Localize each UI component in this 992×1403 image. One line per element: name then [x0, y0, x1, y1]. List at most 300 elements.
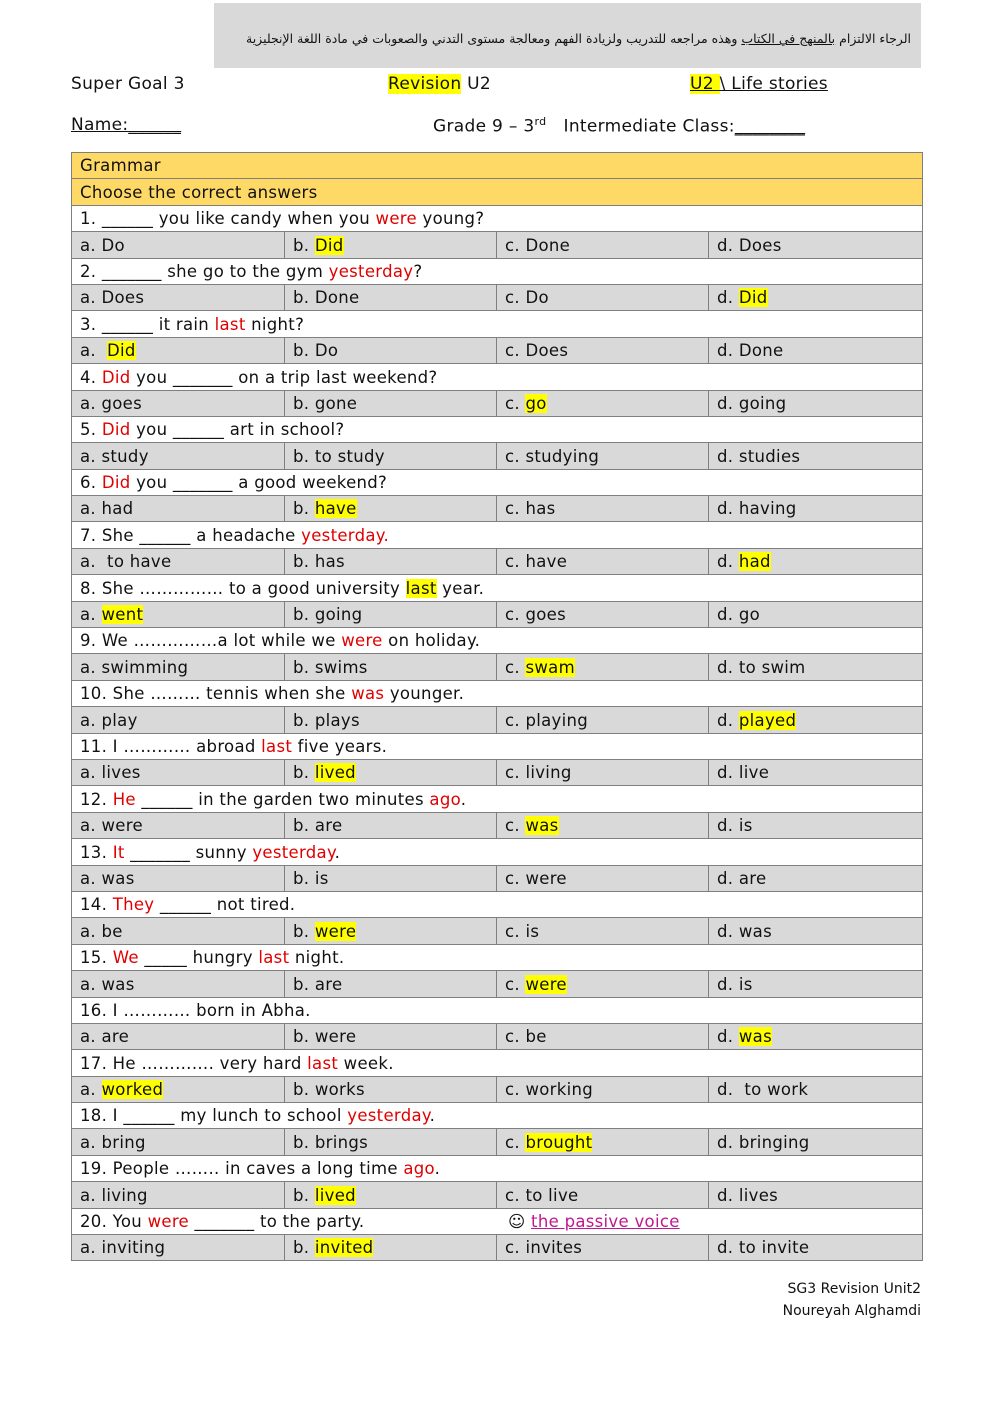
question-2-text: yesterday — [328, 261, 414, 281]
option-3-a-text: a. — [80, 341, 108, 361]
options-row-17 — [72, 1076, 923, 1102]
option-9-d[interactable] — [709, 654, 923, 680]
revision-highlight: Revision — [388, 74, 462, 94]
question-18 — [72, 1103, 923, 1129]
option-17-a-text: a. — [80, 1080, 102, 1100]
revision-unit: U2 — [461, 74, 492, 94]
options-row-19 — [72, 1182, 923, 1208]
option-10-d-text: played — [738, 710, 797, 730]
option-4-b-text: b. gone — [293, 393, 358, 413]
option-12-d[interactable] — [709, 812, 923, 838]
option-2-b-text: b. Done — [293, 288, 360, 308]
option-10-a-text: a. play — [80, 710, 138, 730]
option-11-c[interactable] — [497, 759, 709, 785]
option-3-d[interactable] — [709, 337, 923, 363]
option-12-c-text: was — [525, 816, 559, 836]
option-4-c-text: c. — [505, 393, 526, 413]
option-17-a-text: worked — [101, 1080, 164, 1100]
question-18-text: . — [429, 1106, 436, 1126]
option-4-d[interactable] — [709, 390, 923, 416]
grade-sup: rd — [534, 115, 547, 128]
option-8-d-text: d. go — [717, 605, 761, 625]
option-15-c-text: were — [525, 974, 567, 994]
smiley-icon: ☺ — [508, 1212, 532, 1232]
option-11-d[interactable] — [709, 759, 923, 785]
option-2-c[interactable] — [497, 284, 709, 310]
option-11-b[interactable] — [285, 759, 497, 785]
question-15-text: 15. — [80, 948, 113, 968]
options-row-12 — [72, 812, 923, 838]
question-17-text: week. — [338, 1053, 394, 1073]
question-19-text: . — [434, 1159, 441, 1179]
option-6-c[interactable] — [497, 496, 709, 522]
option-20-d[interactable] — [709, 1235, 923, 1261]
option-6-d[interactable] — [709, 496, 923, 522]
option-19-c-text: c. to live — [505, 1185, 579, 1205]
question-12-text: ______ in the garden two minutes — [135, 789, 430, 809]
name-label: Name: — [71, 115, 129, 135]
question-17-text: last — [307, 1053, 339, 1073]
option-7-c[interactable] — [497, 548, 709, 574]
option-13-c[interactable] — [497, 865, 709, 891]
option-11-a[interactable] — [72, 759, 285, 785]
unit-name: \ Life stories — [719, 74, 828, 94]
question-2-text: ? — [413, 261, 423, 281]
option-8-d[interactable] — [709, 601, 923, 627]
questions-table — [71, 152, 923, 1261]
option-9-b[interactable] — [285, 654, 497, 680]
grade-text: Grade 9 – 3 — [433, 116, 535, 137]
option-14-b-text: were — [314, 921, 357, 941]
option-17-d[interactable] — [709, 1076, 923, 1102]
options-row-13 — [72, 865, 923, 891]
question-row-11 — [72, 733, 923, 759]
option-16-a[interactable] — [72, 1023, 285, 1049]
question-row-4 — [72, 364, 923, 390]
section-title: Grammar — [72, 153, 923, 179]
question-1-text: young? — [416, 209, 485, 229]
option-6-b-text: b. — [293, 499, 315, 519]
option-18-b-text: b. brings — [293, 1132, 369, 1152]
question-20 — [72, 1208, 923, 1234]
option-4-c-text: go — [525, 393, 547, 413]
option-4-b[interactable] — [285, 390, 497, 416]
footer-author: Noureyah Alghamdi — [782, 1303, 921, 1319]
question-14-text: They — [112, 895, 155, 915]
option-15-d[interactable] — [709, 971, 923, 997]
option-13-a[interactable] — [72, 865, 285, 891]
question-6-text: you _______ a good weekend? — [130, 473, 388, 493]
options-row-18 — [72, 1129, 923, 1155]
options-row-20 — [72, 1235, 923, 1261]
question-9-text: on holiday. — [382, 631, 481, 651]
option-15-c-text: c. — [505, 974, 526, 994]
question-7 — [72, 522, 923, 548]
option-13-b[interactable] — [285, 865, 497, 891]
option-20-b[interactable] — [285, 1235, 497, 1261]
option-17-d-text: d. to work — [717, 1080, 809, 1100]
option-12-c[interactable] — [497, 812, 709, 838]
question-14 — [72, 891, 923, 917]
class-label: Intermediate Class: — [546, 116, 735, 137]
question-13-text: yesterday — [252, 842, 335, 862]
option-16-a-text: a. are — [80, 1027, 130, 1047]
question-12-text: . — [460, 789, 467, 809]
option-17-c[interactable] — [497, 1076, 709, 1102]
option-3-b[interactable] — [285, 337, 497, 363]
option-12-c-text: c. — [505, 816, 526, 836]
option-10-d-text: d. — [717, 710, 739, 730]
option-9-a-text: a. swimming — [80, 657, 189, 677]
passive-voice-note — [508, 1210, 680, 1234]
option-10-c-text: c. playing — [505, 710, 589, 730]
question-15-text: _____ hungry — [138, 948, 259, 968]
question-12-text: He — [112, 789, 136, 809]
option-4-c[interactable] — [497, 390, 709, 416]
option-7-a[interactable] — [72, 548, 285, 574]
option-8-a[interactable] — [72, 601, 285, 627]
option-15-a[interactable] — [72, 971, 285, 997]
question-5-text: you ______ art in school? — [130, 420, 345, 440]
option-1-c[interactable] — [497, 232, 709, 258]
question-8-text: last — [405, 578, 437, 598]
option-14-b[interactable] — [285, 918, 497, 944]
option-20-c-text: c. invites — [505, 1238, 583, 1258]
option-13-d[interactable] — [709, 865, 923, 891]
option-3-a[interactable] — [72, 337, 285, 363]
option-3-b-text: b. Do — [293, 341, 339, 361]
options-row-4 — [72, 390, 923, 416]
option-9-c-text: c. — [505, 657, 526, 677]
option-13-a-text: a. was — [80, 868, 135, 888]
question-10 — [72, 680, 923, 706]
option-7-b[interactable] — [285, 548, 497, 574]
option-12-a-text: a. were — [80, 816, 143, 836]
revision-label — [388, 74, 491, 94]
option-8-a-text: went — [101, 605, 144, 625]
question-13-text: 13. — [80, 842, 113, 862]
question-14-text: 14. — [80, 895, 113, 915]
option-2-b[interactable] — [285, 284, 497, 310]
question-1-text: 1. ______ you like candy when you — [80, 209, 376, 229]
question-row-17 — [72, 1050, 923, 1076]
option-5-d[interactable] — [709, 443, 923, 469]
option-16-b[interactable] — [285, 1023, 497, 1049]
question-19 — [72, 1155, 923, 1181]
option-3-a-text: Did — [107, 341, 136, 361]
question-15-text: last — [258, 948, 290, 968]
option-8-b-text: b. going — [293, 605, 363, 625]
option-6-d-text: d. having — [717, 499, 797, 519]
option-12-a[interactable] — [72, 812, 285, 838]
option-17-c-text: c. working — [505, 1080, 594, 1100]
option-13-d-text: d. are — [717, 868, 767, 888]
option-20-b-text: b. — [293, 1238, 315, 1258]
option-20-d-text: d. to invite — [717, 1238, 810, 1258]
question-row-2 — [72, 258, 923, 284]
question-19-text: 19. People …….. in caves a long time — [80, 1159, 404, 1179]
option-8-c-text: c. goes — [505, 605, 566, 625]
question-2-text: 2. _______ she go to the gym — [80, 261, 329, 281]
option-14-c-text: c. is — [505, 921, 540, 941]
question-7-text: yesterday. — [301, 525, 390, 545]
option-19-c[interactable] — [497, 1182, 709, 1208]
option-20-a[interactable] — [72, 1235, 285, 1261]
question-3-text: night? — [245, 314, 305, 334]
question-8 — [72, 575, 923, 601]
question-row-18 — [72, 1103, 923, 1129]
options-row-1 — [72, 232, 923, 258]
option-1-a[interactable] — [72, 232, 285, 258]
option-6-a-text: a. had — [80, 499, 134, 519]
option-19-b[interactable] — [285, 1182, 497, 1208]
question-12 — [72, 786, 923, 812]
question-11-text: 11. I ………… abroad — [80, 736, 262, 756]
options-row-15 — [72, 971, 923, 997]
question-10-text: was — [351, 684, 385, 704]
options-row-7 — [72, 548, 923, 574]
option-18-c-text: c. — [505, 1132, 526, 1152]
question-row-9 — [72, 628, 923, 654]
option-18-c-text: brought — [525, 1132, 593, 1152]
option-13-c-text: c. were — [505, 868, 567, 888]
book-title: Super Goal 3 — [71, 74, 185, 94]
option-10-c[interactable] — [497, 707, 709, 733]
option-17-a[interactable] — [72, 1076, 285, 1102]
options-row-9 — [72, 654, 923, 680]
question-4 — [72, 364, 923, 390]
option-16-d[interactable] — [709, 1023, 923, 1049]
option-10-b[interactable] — [285, 707, 497, 733]
instruction: Choose the correct answers — [72, 179, 923, 205]
option-12-b[interactable] — [285, 812, 497, 838]
question-11-text: five years. — [292, 736, 388, 756]
option-7-d-text: d. — [717, 552, 739, 572]
question-row-14 — [72, 891, 923, 917]
option-16-d-text: was — [738, 1027, 772, 1047]
option-7-d-text: had — [738, 552, 771, 572]
option-2-d-text: d. — [717, 288, 739, 308]
grade-class — [433, 115, 805, 137]
option-18-a-text: a. bring — [80, 1132, 146, 1152]
option-4-a-text: a. goes — [80, 393, 143, 413]
question-row-7 — [72, 522, 923, 548]
question-14-text: ______ not tired. — [154, 895, 296, 915]
option-15-d-text: d. is — [717, 974, 753, 994]
option-20-c[interactable] — [497, 1235, 709, 1261]
option-16-b-text: b. were — [293, 1027, 357, 1047]
option-7-b-text: b. has — [293, 552, 345, 572]
option-3-d-text: d. Done — [717, 341, 784, 361]
question-18-text: yesterday — [347, 1106, 430, 1126]
banner-text-3: وهذه مراجعه للتدريب ولزيادة الفهم ومعالجة مستوى التدني والصعوبات في مادة اللغة الإنجليزية — [246, 31, 742, 46]
option-12-d-text: d. is — [717, 816, 753, 836]
question-6-text: Did — [101, 473, 131, 493]
question-4-text: 4. — [80, 367, 102, 387]
option-7-a-text: a. to have — [80, 552, 172, 572]
option-5-b[interactable] — [285, 443, 497, 469]
option-14-d[interactable] — [709, 918, 923, 944]
question-row-8 — [72, 575, 923, 601]
question-2 — [72, 258, 923, 284]
class-blank: ________ — [734, 116, 806, 137]
question-row-1 — [72, 205, 923, 231]
option-15-b[interactable] — [285, 971, 497, 997]
question-12-text: ago — [429, 789, 461, 809]
question-12-text: 12. — [80, 789, 113, 809]
option-17-b[interactable] — [285, 1076, 497, 1102]
question-11-text: last — [261, 736, 293, 756]
question-row-3 — [72, 311, 923, 337]
option-19-a-text: a. living — [80, 1185, 148, 1205]
question-row-16 — [72, 997, 923, 1023]
option-18-a[interactable] — [72, 1129, 285, 1155]
option-9-a[interactable] — [72, 654, 285, 680]
question-row-12 — [72, 786, 923, 812]
option-1-b-text: b. — [293, 235, 315, 255]
option-10-a[interactable] — [72, 707, 285, 733]
option-14-a-text: a. be — [80, 921, 123, 941]
option-2-a-text: a. Does — [80, 288, 145, 308]
option-1-c-text: c. Done — [505, 235, 571, 255]
option-16-c-text: c. be — [505, 1027, 547, 1047]
option-5-a-text: a. study — [80, 446, 149, 466]
options-row-10 — [72, 707, 923, 733]
option-9-c[interactable] — [497, 654, 709, 680]
question-4-text: Did — [101, 367, 131, 387]
question-10-text: younger. — [384, 684, 465, 704]
option-5-a[interactable] — [72, 443, 285, 469]
option-2-d-text: Did — [738, 288, 768, 308]
option-2-c-text: c. Do — [505, 288, 549, 308]
question-3-text: last — [214, 314, 246, 334]
question-13-text: . — [334, 842, 341, 862]
option-8-a-text: a. — [80, 605, 102, 625]
option-17-b-text: b. works — [293, 1080, 365, 1100]
option-9-b-text: b. swims — [293, 657, 368, 677]
options-row-16 — [72, 1023, 923, 1049]
option-19-a[interactable] — [72, 1182, 285, 1208]
option-19-d-text: d. lives — [717, 1185, 779, 1205]
option-5-c[interactable] — [497, 443, 709, 469]
option-11-d-text: d. live — [717, 763, 770, 783]
option-7-d[interactable] — [709, 548, 923, 574]
question-6 — [72, 469, 923, 495]
option-14-d-text: d. was — [717, 921, 772, 941]
question-13-text: It — [112, 842, 125, 862]
question-row-19 — [72, 1155, 923, 1181]
option-9-c-text: swam — [525, 657, 575, 677]
question-16-text: 16. I ………… born in Abha. — [80, 1000, 311, 1020]
name-field — [71, 115, 181, 135]
option-3-c[interactable] — [497, 337, 709, 363]
option-14-b-text: b. — [293, 921, 315, 941]
option-4-a[interactable] — [72, 390, 285, 416]
option-15-b-text: b. are — [293, 974, 343, 994]
question-5-text: Did — [101, 420, 131, 440]
question-17-text: 17. He …………. very hard — [80, 1053, 308, 1073]
banner-text-2: بالمنهج في الكتاب — [741, 31, 836, 46]
question-9-text: were — [341, 631, 383, 651]
question-16 — [72, 997, 923, 1023]
question-20-text: 20. You — [80, 1212, 148, 1232]
arabic-banner — [214, 3, 921, 68]
unit-tag: U2 — [690, 74, 720, 94]
question-17 — [72, 1050, 923, 1076]
name-blank: ______ — [128, 115, 182, 135]
option-5-d-text: d. studies — [717, 446, 801, 466]
unit-title — [690, 74, 828, 94]
option-11-b-text: b. — [293, 763, 315, 783]
question-1-text: were — [375, 209, 417, 229]
option-18-d-text: d. bringing — [717, 1132, 810, 1152]
option-11-c-text: c. living — [505, 763, 572, 783]
options-row-11 — [72, 759, 923, 785]
question-15-text: night. — [289, 948, 345, 968]
option-2-d[interactable] — [709, 284, 923, 310]
option-12-b-text: b. are — [293, 816, 343, 836]
options-row-6 — [72, 496, 923, 522]
option-15-c[interactable] — [497, 971, 709, 997]
question-row-20 — [72, 1208, 923, 1234]
question-15 — [72, 944, 923, 970]
option-20-a-text: a. inviting — [80, 1238, 166, 1258]
option-18-b[interactable] — [285, 1129, 497, 1155]
options-row-2 — [72, 284, 923, 310]
option-7-c-text: c. have — [505, 552, 568, 572]
question-row-6 — [72, 469, 923, 495]
question-5 — [72, 416, 923, 442]
option-2-a[interactable] — [72, 284, 285, 310]
option-14-c[interactable] — [497, 918, 709, 944]
question-8-text: year. — [436, 578, 485, 598]
question-20-text: _______ to the party. — [189, 1212, 365, 1232]
option-1-b[interactable] — [285, 232, 497, 258]
question-10-text: 10. She ……… tennis when she — [80, 684, 352, 704]
question-row-15 — [72, 944, 923, 970]
question-row-10 — [72, 680, 923, 706]
option-8-c[interactable] — [497, 601, 709, 627]
option-19-b-text: b. — [293, 1185, 315, 1205]
question-13-text: _______ sunny — [124, 842, 253, 862]
option-6-b[interactable] — [285, 496, 497, 522]
question-11 — [72, 733, 923, 759]
option-3-c-text: c. Does — [505, 341, 569, 361]
option-20-b-text: invited — [314, 1238, 374, 1258]
footer-line-1: SG3 Revision Unit2 — [787, 1281, 921, 1297]
option-8-b[interactable] — [285, 601, 497, 627]
option-15-a-text: a. was — [80, 974, 135, 994]
question-7-text: 7. She ______ a headache — [80, 525, 302, 545]
option-4-d-text: d. going — [717, 393, 787, 413]
option-18-d[interactable] — [709, 1129, 923, 1155]
option-1-a-text: a. Do — [80, 235, 125, 255]
option-18-c[interactable] — [497, 1129, 709, 1155]
option-19-d[interactable] — [709, 1182, 923, 1208]
question-row-13 — [72, 839, 923, 865]
question-4-text: you _______ on a trip last weekend? — [130, 367, 438, 387]
option-14-a[interactable] — [72, 918, 285, 944]
option-6-a[interactable] — [72, 496, 285, 522]
question-20-text: were — [147, 1212, 189, 1232]
option-10-d[interactable] — [709, 707, 923, 733]
option-16-c[interactable] — [497, 1023, 709, 1049]
option-9-d-text: d. to swim — [717, 657, 806, 677]
question-9 — [72, 628, 923, 654]
question-8-text: 8. She …………… to a good university — [80, 578, 406, 598]
question-19-text: ago — [403, 1159, 435, 1179]
option-1-d[interactable] — [709, 232, 923, 258]
